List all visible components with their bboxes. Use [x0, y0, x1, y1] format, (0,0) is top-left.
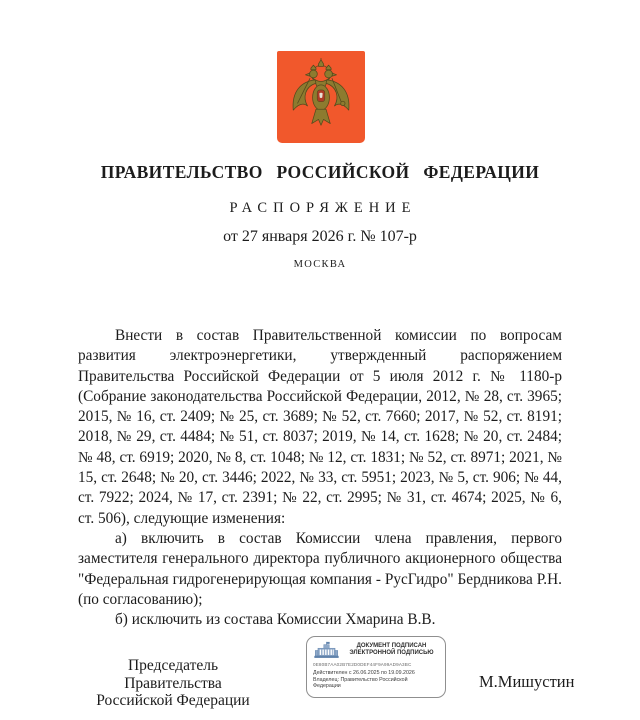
stamp-title-line1: ДОКУМЕНТ ПОДПИСАН — [356, 642, 427, 649]
paragraph-item-b: б) исключить из состава Комиссии Хмарина В.В. — [115, 611, 436, 629]
signer-position-line2: Российской Федерации — [96, 692, 250, 709]
government-title: ПРАВИТЕЛЬСТВО РОССИЙСКОЙ ФЕДЕРАЦИИ — [100, 162, 540, 182]
signer-position — [80, 657, 266, 710]
stamp-owner — [313, 677, 439, 690]
stamp-validity-period: Действителен с 26.06.2025 по 19.09.2026 — [313, 669, 415, 676]
stamp-certificate-number: 0E80B7AA02B7E2D0DEF44F9A99AD9A3BC — [313, 662, 412, 667]
coat-of-arms-plaque — [277, 51, 365, 143]
document-body — [78, 326, 562, 630]
document-type-heading: РАСПОРЯЖЕНИЕ — [229, 200, 417, 216]
paragraph-main: Внести в состав Правительственной комиссии по вопросам развития электроэнергетики, утвержденный распоряжением Правительства Российской Федерации от 5 июля 2012 г. № 1180-р (Собрание законодательства Российской Федерации, 2012, № 28, ст. 3965; 2015, № 16, ст. 2409; № 25, ст. 3689; № 52, ст. 7660; 2017, № 52, ст. 8191; 2018, № 29, ст. 4484; № 51, ст. 8037; 2019, № 14, ст. 1628; № 20, ст. 2484; № 48, ст. 6919; 2020, № 8, ст. 1048; № 12, ст. 1831; № 52, ст. 8971; 2021, № 15, ст. 2648; № 20, ст. 3446; 2022, № 33, ст. 5951; 2023, № 5, ст. 906; № 44, ст. 7922; 2024, № 17, ст. 2391; № 22, ст. 2995; № 31, ст. 4674; 2025, № 6, ст. 506), следующие изменения: — [78, 327, 562, 527]
paragraph-item-a: а) включить в состав Комиссии члена правления, первого заместителя генерального директора публичного акционерного общества "Федеральная гидрогенерирующая компания - РусГидро" Бердникова Р.Н. (по согласованию); — [78, 529, 562, 608]
electronic-signature-stamp — [306, 636, 446, 698]
stamp-owner-line2: Федерации — [313, 683, 341, 689]
signer-position-line1: Председатель Правительства — [124, 657, 222, 692]
stamp-title — [344, 643, 439, 658]
stamp-owner-line1: Владелец: Правительство Российской — [313, 676, 408, 683]
signer-name: М.Мишустин — [479, 672, 575, 691]
stamp-header — [313, 641, 439, 659]
document-date-number: от 27 января 2026 г. № 107-р — [223, 228, 417, 245]
city-label: МОСКВА — [293, 259, 347, 270]
government-building-icon — [313, 641, 340, 659]
stamp-title-line2: ЭЛЕКТРОННОЙ ПОДПИСЬЮ — [349, 650, 434, 656]
russian-coat-of-arms-icon — [284, 55, 358, 140]
